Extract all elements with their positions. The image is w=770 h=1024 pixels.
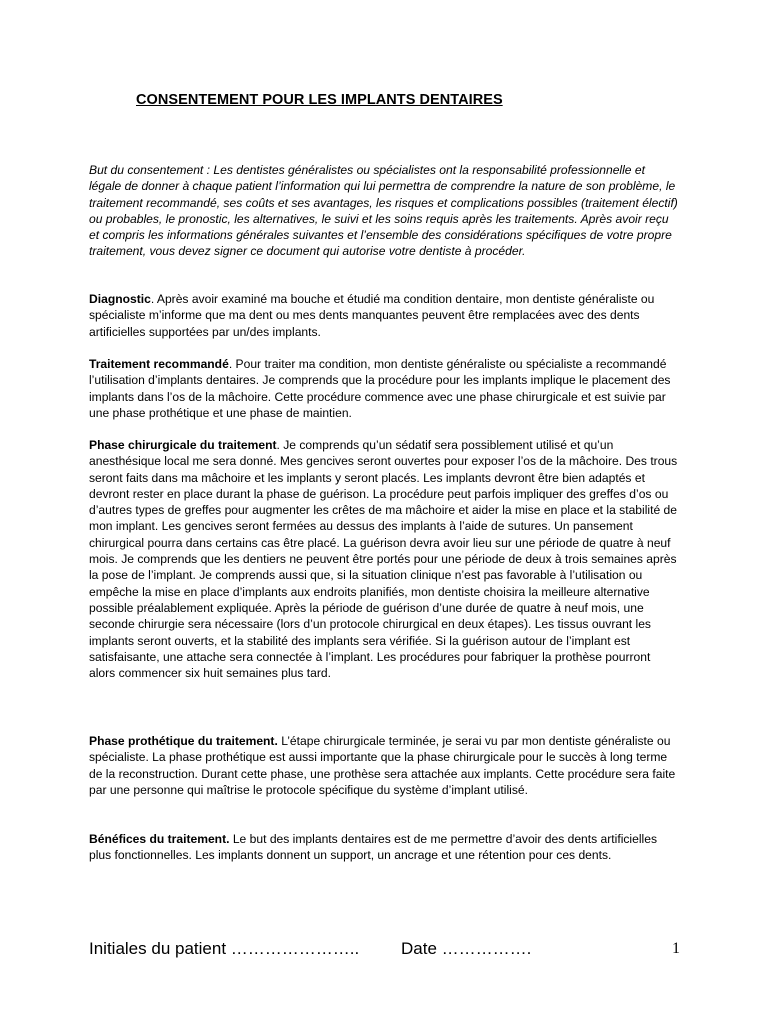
section-recommended-treatment-text: . Pour traiter ma condition, mon dentiste généraliste ou spécialiste a recommandé l’utilisation d’implants dentaires. Je comprends que la procédure pour les implants implique le placement des implants dans l’os de la mâchoire. Cette procédure commence avec une phase chirurgicale et est suivie par une phase prothétique et une phase de maintien. <box>89 357 671 420</box>
section-benefits <box>89 831 679 864</box>
consent-purpose-paragraph: But du consentement : Les dentistes généralistes ou spécialistes ont la responsabilité professionnelle et légale de donner à chaque patient l’information qui lui permettra de comprendre la nature de son problème, le traitement recommandé, ses coûts et ses avantages, les risques et complications possibles (traitement électif) ou probables, le pronostic, les alternatives, le suivi et les soins requis après les traitements. Après avoir reçu et compris les informations générales suivantes et l’ensemble des considérations spécifiques de votre propre traitement, vous devez signer ce document qui autorise votre dentiste à procéder. <box>89 163 678 259</box>
section-recommended-treatment <box>89 356 679 421</box>
document-title: CONSENTEMENT POUR LES IMPLANTS DENTAIRES <box>136 92 503 108</box>
patient-initials-line: Initiales du patient ………………….. <box>89 939 360 958</box>
section-surgical-phase-text: . Je comprends qu’un sédatif sera possiblement utilisé et qu’un anesthésique local me sera donné. Mes gencives seront ouvertes pour exposer l’os de la mâchoire. Des trous seront faits dans ma mâchoire et les implants y seront placés. Les implants devront être bien adaptés et devront rester en place durant la phase de guérison. La procédure peut parfois impliquer des greffes d’os ou d’autres types de greffes pour augmenter les crêtes de ma mâchoire et aider la mise en place et la stabilité de mon implant. Les gencives seront fermées au dessus des implants à l’aide de sutures. Un pansement chirurgical pourra dans certains cas être placé. La guérison devra avoir lieu sur une période de quatre à neuf mois. Je comprends que les dentiers ne peuvent être portés pour une période de deux à trois semaines après la pose de l’implant. Je comprends aussi que, si la situation clinique n’est pas favorable à l’utilisation ou empêche la mise en place d’implants aux endroits planifiés, mon dentiste choisira la meilleure alternative possible préalablement expliquée. Après la période de guérison d’une durée de quatre à neuf mois, une seconde chirurgie sera nécessaire (lors d’un protocole chirurgical en deux étapes). Les tissus ouvrant les implants seront ouverts, et la stabilité des implants sera vérifiée. Si la guérison autour de l’implant est satisfaisante, une attache sera connectée à l’implant. Les procédures pour fabriquer la prothèse pourront alors commencer six huit semaines plus tard. <box>89 438 678 681</box>
date-line: Date ……………. <box>401 939 532 958</box>
section-diagnostic-text: . Après avoir examiné ma bouche et étudié ma condition dentaire, mon dentiste généraliste ou spécialiste m’informe que ma dent ou mes dents manquantes peuvent être remplacées avec des dents artificielles supportées par un/des implants. <box>89 292 655 339</box>
section-prosthetic-phase-text: L’étape chirurgicale terminée, je serai vu par mon dentiste généraliste ou spécialiste. La phase prothétique est aussi importante que la phase chirurgicale pour le succès à long terme de la reconstruction. Durant cette phase, une prothèse sera attachée aux implants. Cette procédure sera faite par une personne qui maîtrise le protocole spécifique du système d’implant utilisé. <box>89 734 676 797</box>
section-prosthetic-phase-label: Phase prothétique du traitement. <box>89 734 278 748</box>
section-benefits-label: Bénéfices du traitement. <box>89 832 230 846</box>
page-number: 1 <box>672 940 680 957</box>
section-surgical-phase-label: Phase chirurgicale du traitement <box>89 438 277 452</box>
section-diagnostic-label: Diagnostic <box>89 292 151 306</box>
section-benefits-text: Le but des implants dentaires est de me permettre d’avoir des dents artificielles plus fonctionnelles. Les implants donnent un support, un ancrage et une rétention pour ces dents. <box>89 832 657 863</box>
section-recommended-treatment-label: Traitement recommandé <box>89 357 229 371</box>
section-diagnostic <box>89 291 679 340</box>
section-prosthetic-phase <box>89 733 679 798</box>
section-surgical-phase <box>89 437 679 681</box>
